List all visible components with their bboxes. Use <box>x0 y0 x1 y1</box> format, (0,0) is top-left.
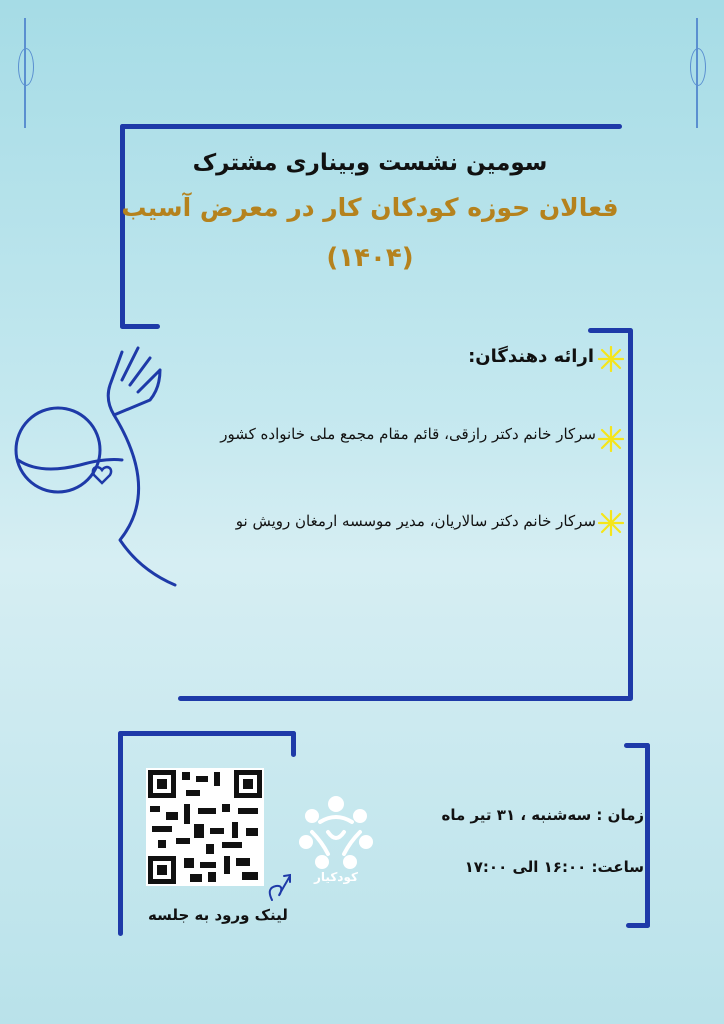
star-icon <box>598 346 624 372</box>
logo-icon <box>292 792 380 880</box>
meeting-link-label[interactable]: لینک ورود به جلسه <box>148 906 288 924</box>
title-line-1: سومین نشست وبیناری مشترک <box>192 150 548 176</box>
qr-code-icon[interactable] <box>146 768 264 886</box>
right-ornament-icon <box>690 48 706 86</box>
title-year: (۱۴۰۴) <box>326 243 414 273</box>
title-line-2: فعالان حوزه کودکان کار در معرض آسیب <box>121 193 619 222</box>
presenter-item-1: سرکار خانم دکتر رازقی، قائم مقام مجمع ملی خانواده کشور <box>220 425 596 443</box>
star-icon <box>598 426 624 452</box>
left-ornament-icon <box>18 48 34 86</box>
session-date: زمان : سه‌شنبه ، ۳۱ تیر ماه <box>441 806 644 824</box>
presenter-item-2: سرکار خانم دکتر سالاریان، مدیر موسسه ارمغان رویش نو <box>235 512 596 530</box>
presenters-heading: ارائه دهندگان: <box>468 346 594 367</box>
logo-text: کودکیار <box>314 870 358 884</box>
star-icon <box>598 510 624 536</box>
session-time: ساعت: ۱۶:۰۰ الی ۱۷:۰۰ <box>464 858 644 876</box>
hand-illustration-icon <box>10 340 180 590</box>
